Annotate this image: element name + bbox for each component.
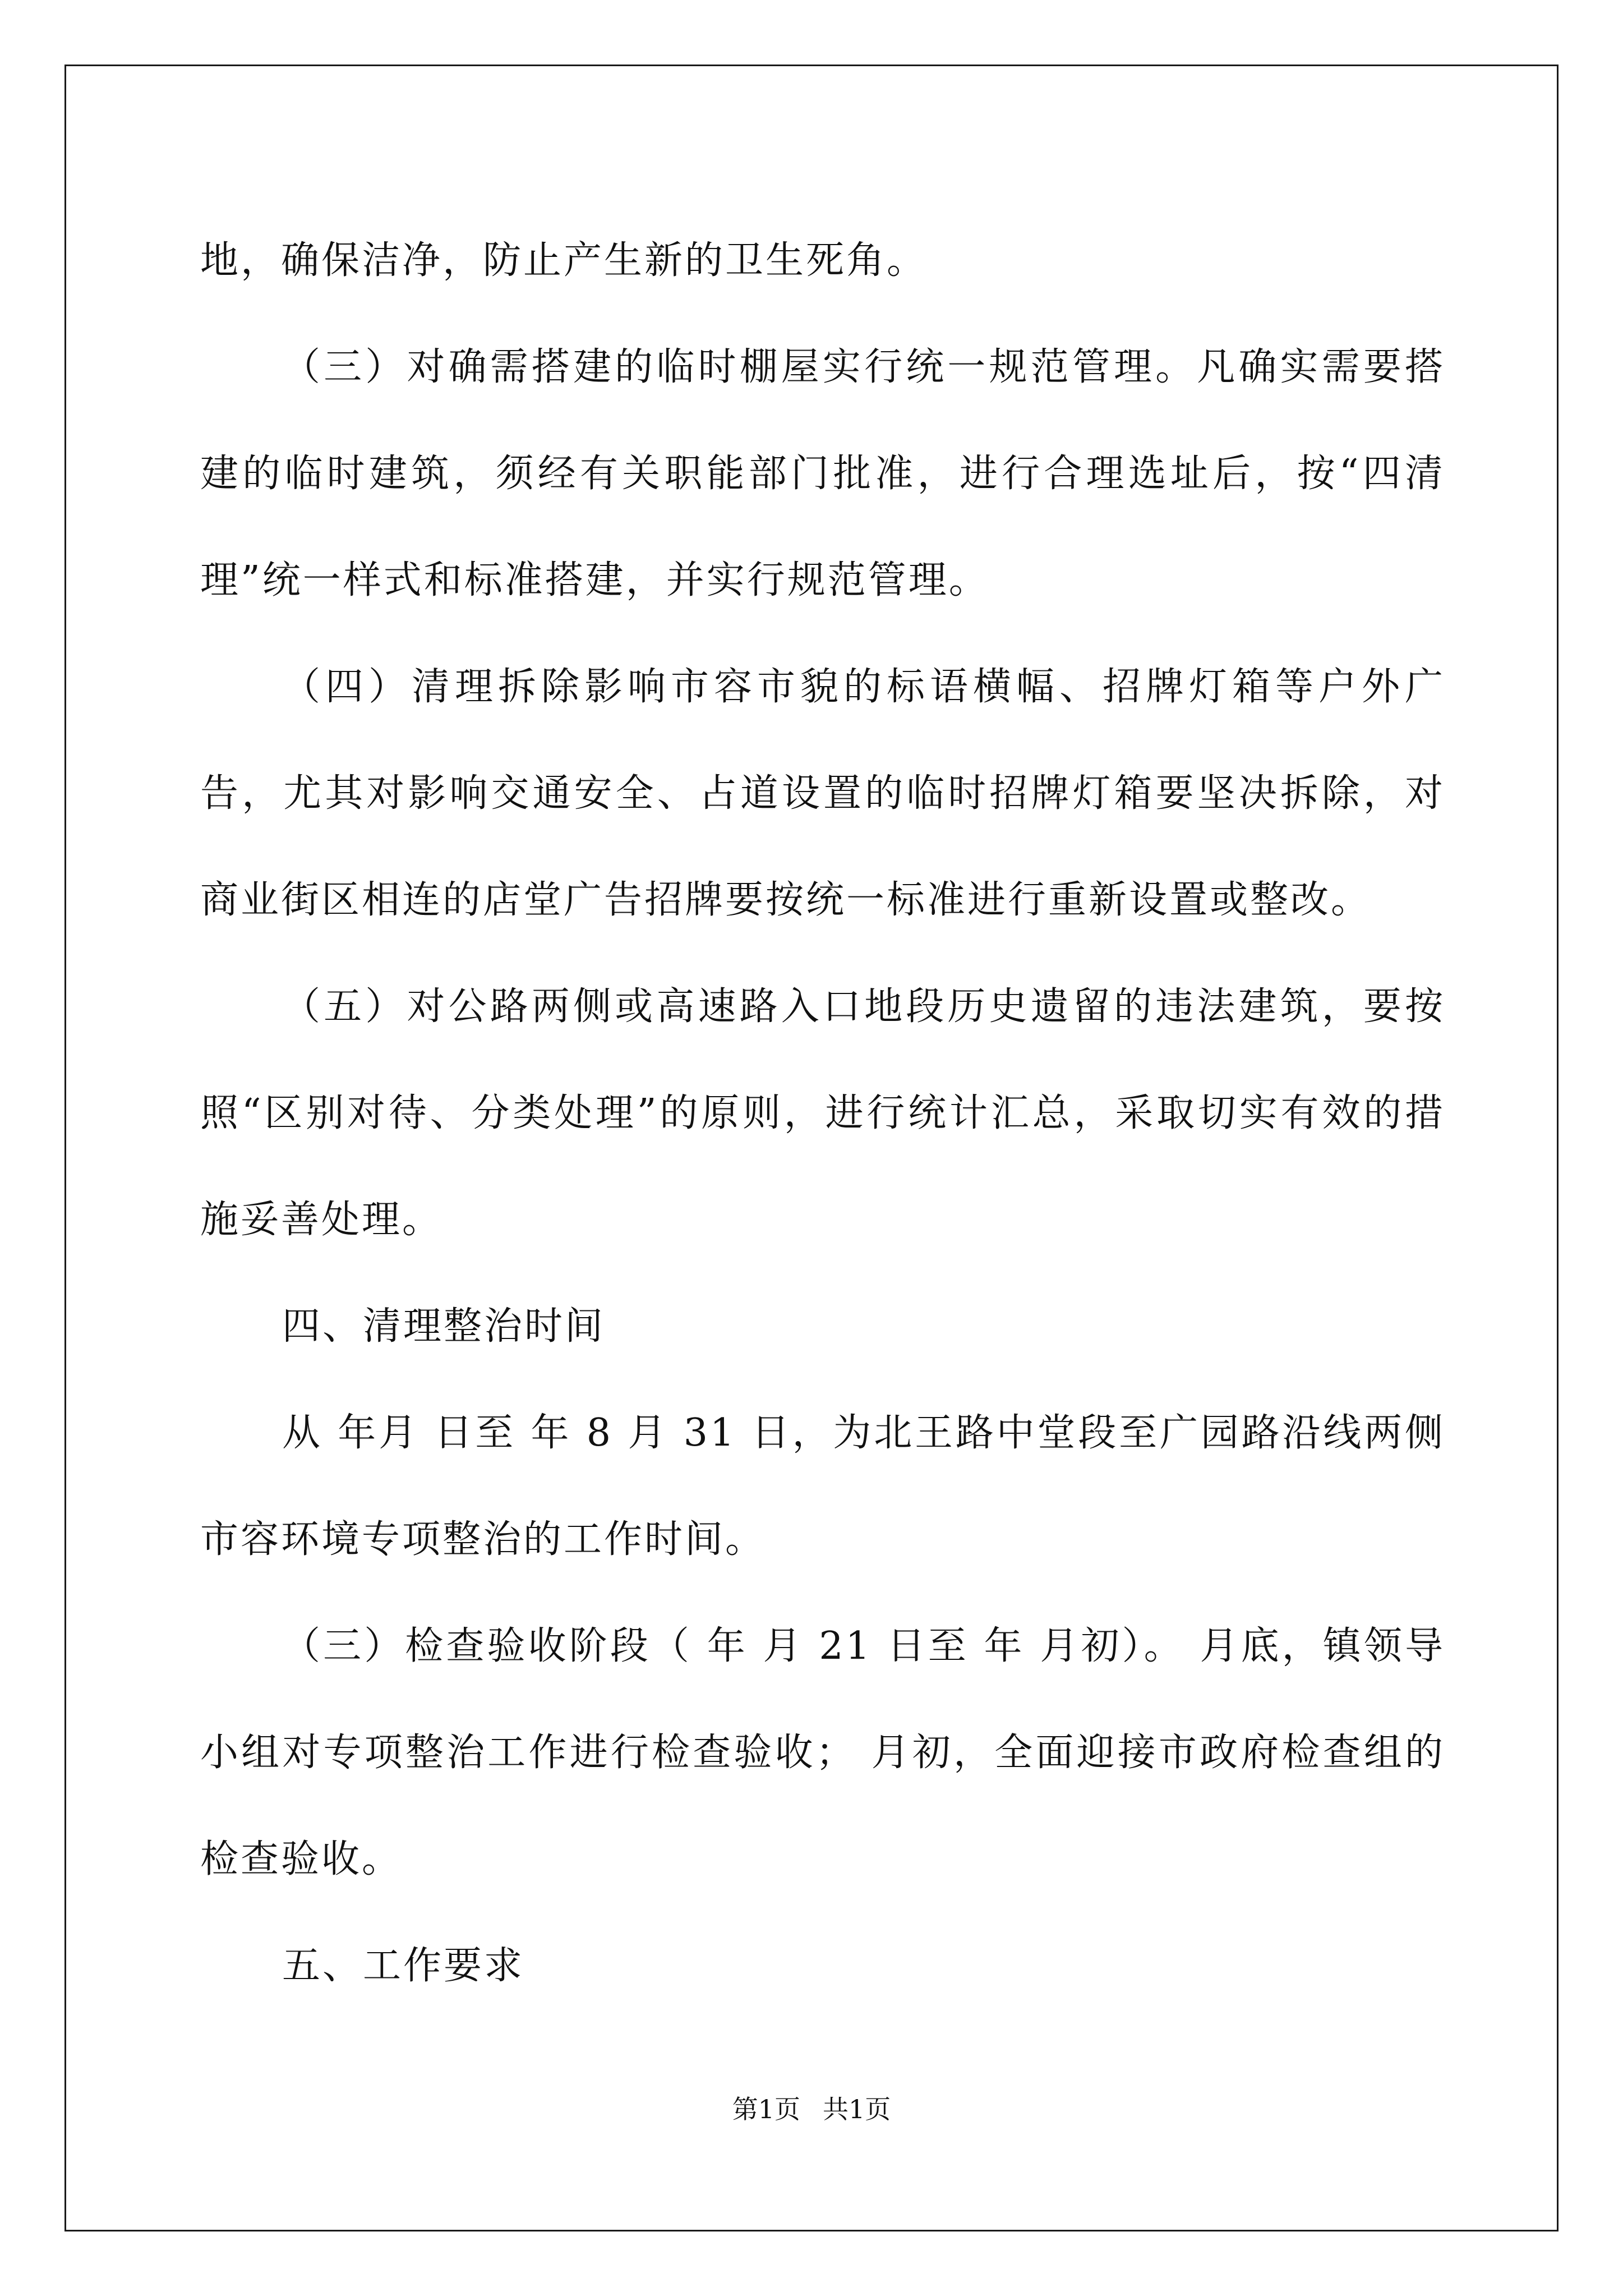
page-footer: [0, 2092, 1623, 2126]
paragraph-item-five-illegal-buildings: （五）对公路两侧或高速路入口地段历史遗留的违法建筑，要按照“区别对待、分类处理”的原则，进行统计汇总，采取切实有效的措施妥善处理。: [200, 984, 1445, 1242]
document-body: [200, 208, 1445, 2019]
paragraph-item-four-outdoor-ads: （四）清理拆除影响市容市貌的标语横幅、招牌灯箱等户外广告，尤其对影响交通安全、占道设置的临时招牌灯箱要坚决拆除，对商业街区相连的店堂广告招牌要按统一标准进行重新设置或整改。: [200, 665, 1445, 922]
page-total: 共1页: [823, 2094, 891, 2124]
paragraph-continuation: 地，确保洁净，防止产生新的卫生死角。: [200, 238, 928, 283]
section-heading-work-requirements: 五、工作要求: [282, 1944, 525, 1988]
page-number: 第1页: [732, 2094, 800, 2124]
paragraph-inspection-stage: （三）检查验收阶段（ 年 月 21 日至 年 月初）。 月底，镇领导小组对专项整治工作进行检查验收； 月初，全面迎接市政府检查组的检查验收。: [200, 1624, 1445, 1881]
section-heading-cleanup-time: 四、清理整治时间: [282, 1304, 606, 1349]
paragraph-work-period: 从 年月 日至 年 8 月 31 日，为北王路中堂段至广园路沿线两侧市容环境专项整治的工作时间。: [200, 1411, 1445, 1562]
paragraph-item-three-temporary-sheds: （三）对确需搭建的临时棚屋实行统一规范管理。凡确实需要搭建的临时建筑，须经有关职能部门批准，进行合理选址后，按“四清理”统一样式和标准搭建，并实行规范管理。: [200, 345, 1445, 602]
